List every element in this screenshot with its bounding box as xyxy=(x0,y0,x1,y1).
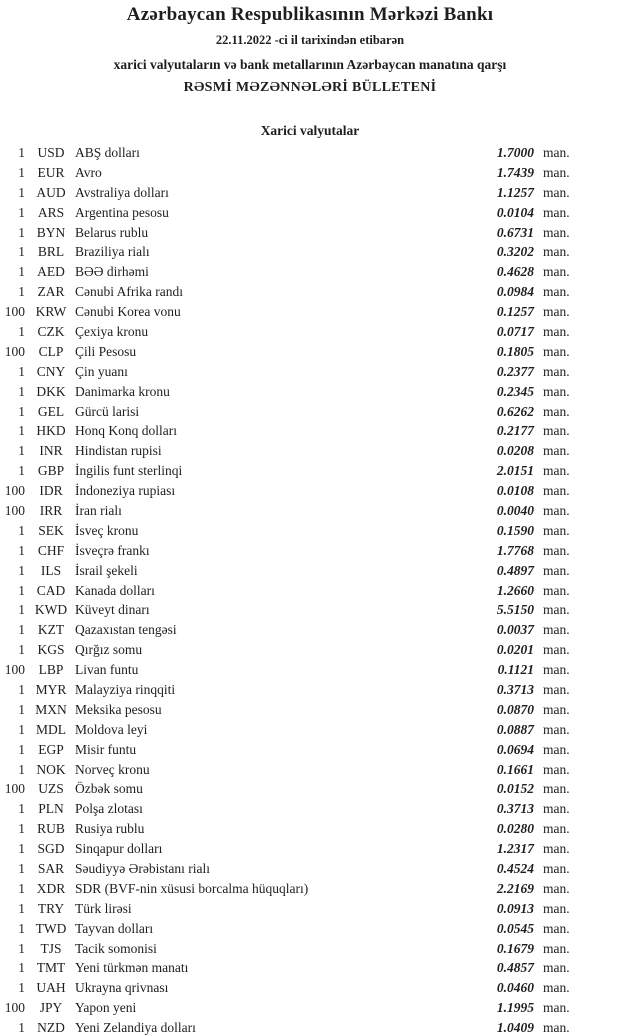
unit-label-cell: man. xyxy=(543,920,570,936)
unit-label-cell: man. xyxy=(543,363,570,379)
quantity-cell: 1 xyxy=(18,363,25,379)
currency-code-cell: SEK xyxy=(38,522,64,538)
unit-label-cell: man. xyxy=(543,801,570,817)
subtitle-line: xarici valyutaların və bank metallarının Azərbaycan manatına qarşı xyxy=(113,57,507,72)
currency-name-cell: Hindistan rupisi xyxy=(75,443,162,459)
currency-name-cell: İran rialı xyxy=(75,502,122,518)
table-row xyxy=(0,700,620,720)
unit-label-cell: man. xyxy=(543,284,570,300)
currency-code-cell: TMT xyxy=(36,960,66,976)
quantity-cell: 1 xyxy=(18,821,25,837)
currency-code-cell: KZT xyxy=(37,622,65,638)
rate-value-cell: 0.2377 xyxy=(496,363,534,379)
currency-code-cell: ZAR xyxy=(37,284,65,300)
quantity-cell: 100 xyxy=(4,1000,25,1016)
rate-value-cell: 0.1679 xyxy=(496,940,534,956)
unit-label-cell: man. xyxy=(543,403,570,419)
table-row xyxy=(0,640,620,660)
unit-label-cell: man. xyxy=(543,343,570,359)
currency-code-cell: ARS xyxy=(37,204,65,220)
rate-value-cell: 0.2345 xyxy=(496,383,534,399)
rate-value-cell: 1.7000 xyxy=(496,144,534,160)
rate-value-cell: 1.0409 xyxy=(496,1020,534,1036)
quantity-cell: 1 xyxy=(18,920,25,936)
currency-code-cell: MYR xyxy=(35,681,67,697)
currency-name-cell: Tacik somonisi xyxy=(75,940,157,956)
currency-name-cell: Polşa zlotası xyxy=(75,801,143,817)
unit-label-cell: man. xyxy=(543,681,570,697)
rate-value-cell: 1.1257 xyxy=(496,184,534,200)
table-row xyxy=(0,501,620,521)
rate-value-cell: 0.2177 xyxy=(496,423,534,439)
table-row xyxy=(0,919,620,939)
quantity-cell: 1 xyxy=(18,522,25,538)
rate-value-cell: 0.4857 xyxy=(496,960,534,976)
currency-name-cell: Sinqapur dolları xyxy=(75,841,163,857)
table-row xyxy=(0,600,620,620)
currency-code-cell: EUR xyxy=(37,164,65,180)
quantity-cell: 1 xyxy=(18,622,25,638)
rate-value-cell: 0.4897 xyxy=(496,562,534,578)
currency-code-cell: XDR xyxy=(36,880,66,896)
currency-code-cell: CAD xyxy=(36,582,66,598)
quantity-cell: 1 xyxy=(18,940,25,956)
table-row xyxy=(0,959,620,979)
currency-code-cell: IDR xyxy=(39,483,63,499)
currency-code-cell: KRW xyxy=(35,304,67,320)
table-row xyxy=(0,1018,620,1036)
unit-label-cell: man. xyxy=(543,622,570,638)
table-row xyxy=(0,780,620,800)
currency-code-cell: PLN xyxy=(38,801,64,817)
currency-code-cell: RUB xyxy=(37,821,65,837)
currency-code-cell: AED xyxy=(37,264,65,280)
currency-code-cell: TJS xyxy=(40,940,62,956)
quantity-cell: 1 xyxy=(18,284,25,300)
currency-code-cell: ILS xyxy=(40,562,62,578)
rate-value-cell: 2.0151 xyxy=(496,463,534,479)
currency-name-cell: Küveyt dinarı xyxy=(75,602,150,618)
quantity-cell: 1 xyxy=(18,602,25,618)
table-row xyxy=(0,899,620,919)
table-row xyxy=(0,620,620,640)
table-row xyxy=(0,441,620,461)
quantity-cell: 1 xyxy=(18,224,25,240)
unit-label-cell: man. xyxy=(543,861,570,876)
currency-name-cell: Moldova leyi xyxy=(75,721,148,737)
quantity-cell: 1 xyxy=(18,960,25,976)
table-row xyxy=(0,362,620,382)
table-row xyxy=(0,760,620,780)
quantity-cell: 1 xyxy=(18,244,25,260)
rate-value-cell: 0.1590 xyxy=(496,522,534,538)
currency-code-cell: CNY xyxy=(36,363,66,379)
table-row xyxy=(0,322,620,342)
unit-label-cell: man. xyxy=(543,522,570,538)
currency-name-cell: Özbək somu xyxy=(75,781,143,797)
unit-label-cell: man. xyxy=(543,483,570,499)
table-row xyxy=(0,978,620,998)
currency-code-cell: GBP xyxy=(37,463,65,479)
exchange-rates-table xyxy=(0,143,620,1036)
currency-name-cell: Avro xyxy=(75,164,102,180)
currency-code-cell: UZS xyxy=(38,781,64,797)
currency-name-cell: Çili Pesosu xyxy=(75,343,137,359)
currency-code-cell: BYN xyxy=(36,224,66,240)
rate-value-cell: 1.2660 xyxy=(496,582,534,598)
currency-name-cell: Belarus rublu xyxy=(75,224,149,240)
currency-code-cell: NOK xyxy=(36,761,66,777)
currency-name-cell: Çexiya kronu xyxy=(75,323,149,339)
currency-code-cell: SAR xyxy=(37,861,65,876)
currency-name-cell: Livan funtu xyxy=(75,662,139,678)
effective-date-line: 22.11.2022 -ci il tarixindən etibarən xyxy=(215,33,405,47)
bulletin-title: RƏSMİ MƏZƏNNƏLƏRİ BÜLLETENİ xyxy=(183,80,437,95)
unit-label-cell: man. xyxy=(543,463,570,479)
rate-value-cell: 0.1257 xyxy=(496,304,534,320)
rate-value-cell: 0.0208 xyxy=(496,443,534,459)
unit-label-cell: man. xyxy=(543,542,570,558)
currency-code-cell: MDL xyxy=(36,721,66,737)
table-row xyxy=(0,879,620,899)
quantity-cell: 1 xyxy=(18,264,25,280)
quantity-cell: 1 xyxy=(18,642,25,658)
quantity-cell: 1 xyxy=(18,880,25,896)
rate-value-cell: 0.0460 xyxy=(496,980,534,996)
currency-name-cell: İngilis funt sterlinqi xyxy=(75,463,183,479)
currency-code-cell: MXN xyxy=(35,701,67,717)
table-row xyxy=(0,163,620,183)
currency-code-cell: NZD xyxy=(37,1020,65,1036)
rate-value-cell: 1.7768 xyxy=(496,542,534,558)
unit-label-cell: man. xyxy=(543,821,570,837)
currency-name-cell: Rusiya rublu xyxy=(75,821,145,837)
currency-name-cell: Misir funtu xyxy=(75,741,137,757)
rate-value-cell: 2.2169 xyxy=(496,880,534,896)
quantity-cell: 1 xyxy=(18,542,25,558)
rate-value-cell: 0.1805 xyxy=(496,343,534,359)
currency-name-cell: Meksika pesosu xyxy=(75,701,162,717)
rate-value-cell: 0.0913 xyxy=(496,900,534,916)
currency-name-cell: Ukrayna qrivnası xyxy=(75,980,169,996)
table-row xyxy=(0,521,620,541)
table-row xyxy=(0,939,620,959)
unit-label-cell: man. xyxy=(543,721,570,737)
currency-code-cell: INR xyxy=(39,443,63,459)
quantity-cell: 1 xyxy=(18,900,25,916)
table-row xyxy=(0,382,620,402)
quantity-cell: 1 xyxy=(18,144,25,160)
rate-value-cell: 0.1661 xyxy=(496,761,534,777)
quantity-cell: 100 xyxy=(4,502,25,518)
rate-value-cell: 0.0870 xyxy=(496,701,534,717)
currency-code-cell: KGS xyxy=(37,642,65,658)
quantity-cell: 100 xyxy=(4,781,25,797)
table-row xyxy=(0,461,620,481)
table-row xyxy=(0,282,620,302)
table-row xyxy=(0,203,620,223)
table-row xyxy=(0,859,620,879)
table-row xyxy=(0,541,620,561)
rate-value-cell: 0.0108 xyxy=(496,483,534,499)
currency-name-cell: Malayziya rinqqiti xyxy=(75,681,176,697)
rate-value-cell: 0.3713 xyxy=(496,681,534,697)
table-row xyxy=(0,481,620,501)
quantity-cell: 1 xyxy=(18,681,25,697)
currency-name-cell: Honq Konq dolları xyxy=(75,423,177,439)
unit-label-cell: man. xyxy=(543,642,570,658)
currency-code-cell: LBP xyxy=(38,662,64,678)
table-row xyxy=(0,421,620,441)
currency-code-cell: AUD xyxy=(36,184,66,200)
unit-label-cell: man. xyxy=(543,383,570,399)
table-row xyxy=(0,839,620,859)
rate-value-cell: 0.6262 xyxy=(496,403,534,419)
currency-name-cell: İsrail şekeli xyxy=(75,562,138,578)
rate-value-cell: 0.0984 xyxy=(496,284,534,300)
table-row xyxy=(0,242,620,262)
unit-label-cell: man. xyxy=(543,502,570,518)
currency-code-cell: CLP xyxy=(38,343,64,359)
unit-label-cell: man. xyxy=(543,304,570,320)
quantity-cell: 1 xyxy=(18,701,25,717)
currency-name-cell: İsveç kronu xyxy=(75,522,139,538)
unit-label-cell: man. xyxy=(543,900,570,916)
currency-name-cell: BƏƏ dirhəmi xyxy=(75,264,149,280)
currency-name-cell: SDR (BVF-nin xüsusi borcalma hüquqları) xyxy=(75,880,309,896)
quantity-cell: 1 xyxy=(18,383,25,399)
rate-value-cell: 0.0152 xyxy=(496,781,534,797)
currency-code-cell: DKK xyxy=(36,383,66,399)
rate-value-cell: 0.0717 xyxy=(496,323,534,339)
unit-label-cell: man. xyxy=(543,960,570,976)
unit-label-cell: man. xyxy=(543,443,570,459)
unit-label-cell: man. xyxy=(543,204,570,220)
currency-code-cell: JPY xyxy=(39,1000,63,1016)
rate-value-cell: 1.1995 xyxy=(496,1000,534,1016)
currency-name-cell: Yeni Zelandiya dolları xyxy=(75,1020,196,1036)
table-row xyxy=(0,342,620,362)
section-title-foreign-currencies: Xarici valyutalar xyxy=(260,123,360,138)
currency-code-cell: HKD xyxy=(36,423,66,439)
quantity-cell: 1 xyxy=(18,463,25,479)
unit-label-cell: man. xyxy=(543,1020,570,1036)
currency-code-cell: SGD xyxy=(37,841,65,857)
currency-name-cell: Qazaxıstan tengəsi xyxy=(75,622,177,638)
currency-name-cell: Cənubi Afrika randı xyxy=(75,284,183,300)
currency-code-cell: BRL xyxy=(37,244,65,260)
table-row xyxy=(0,998,620,1018)
quantity-cell: 1 xyxy=(18,721,25,737)
unit-label-cell: man. xyxy=(543,701,570,717)
currency-name-cell: Argentina pesosu xyxy=(75,204,169,220)
unit-label-cell: man. xyxy=(543,323,570,339)
currency-name-cell: Qırğız somu xyxy=(75,642,143,658)
unit-label-cell: man. xyxy=(543,602,570,618)
unit-label-cell: man. xyxy=(543,841,570,857)
rate-value-cell: 0.0545 xyxy=(496,920,534,936)
currency-name-cell: Tayvan dolları xyxy=(75,920,154,936)
quantity-cell: 1 xyxy=(18,761,25,777)
table-row xyxy=(0,302,620,322)
table-row xyxy=(0,561,620,581)
currency-code-cell: TWD xyxy=(35,920,67,936)
quantity-cell: 100 xyxy=(4,662,25,678)
currency-code-cell: EGP xyxy=(38,741,64,757)
unit-label-cell: man. xyxy=(543,184,570,200)
unit-label-cell: man. xyxy=(543,244,570,260)
table-row xyxy=(0,402,620,422)
rate-value-cell: 0.0694 xyxy=(496,741,534,757)
table-row xyxy=(0,720,620,740)
currency-name-cell: Gürcü larisi xyxy=(75,403,140,419)
unit-label-cell: man. xyxy=(543,423,570,439)
unit-label-cell: man. xyxy=(543,582,570,598)
quantity-cell: 1 xyxy=(18,184,25,200)
unit-label-cell: man. xyxy=(543,940,570,956)
unit-label-cell: man. xyxy=(543,164,570,180)
rate-value-cell: 5.5150 xyxy=(496,602,534,618)
currency-name-cell: Cənubi Korea vonu xyxy=(75,304,181,320)
currency-name-cell: Türk lirəsi xyxy=(75,900,132,916)
table-row xyxy=(0,819,620,839)
table-row xyxy=(0,581,620,601)
currency-code-cell: KWD xyxy=(34,602,68,618)
table-row xyxy=(0,223,620,243)
quantity-cell: 1 xyxy=(18,861,25,876)
table-row xyxy=(0,799,620,819)
unit-label-cell: man. xyxy=(543,980,570,996)
rate-value-cell: 0.3202 xyxy=(496,244,534,260)
quantity-cell: 1 xyxy=(18,741,25,757)
rate-value-cell: 0.0104 xyxy=(496,204,534,220)
quantity-cell: 1 xyxy=(18,204,25,220)
currency-name-cell: Norveç kronu xyxy=(75,761,150,777)
unit-label-cell: man. xyxy=(543,562,570,578)
currency-name-cell: Yeni türkmən manatı xyxy=(75,960,189,976)
quantity-cell: 1 xyxy=(18,562,25,578)
currency-name-cell: Yapon yeni xyxy=(75,1000,137,1016)
quantity-cell: 100 xyxy=(4,483,25,499)
currency-name-cell: Braziliya rialı xyxy=(75,244,150,260)
currency-name-cell: ABŞ dolları xyxy=(75,144,140,160)
unit-label-cell: man. xyxy=(543,224,570,240)
unit-label-cell: man. xyxy=(543,880,570,896)
page-title: Azərbaycan Respublikasının Mərkəzi Bankı xyxy=(126,4,494,25)
rate-value-cell: 0.0037 xyxy=(496,622,534,638)
quantity-cell: 100 xyxy=(4,343,25,359)
currency-name-cell: Avstraliya dolları xyxy=(75,184,169,200)
table-row xyxy=(0,740,620,760)
currency-name-cell: İndoneziya rupiası xyxy=(75,483,176,499)
table-row xyxy=(0,143,620,163)
quantity-cell: 100 xyxy=(4,304,25,320)
currency-name-cell: Danimarka kronu xyxy=(75,383,170,399)
table-row xyxy=(0,183,620,203)
currency-code-cell: GEL xyxy=(37,403,65,419)
currency-code-cell: CHF xyxy=(37,542,65,558)
quantity-cell: 1 xyxy=(18,164,25,180)
currency-name-cell: Səudiyyə Ərəbistanı rialı xyxy=(75,861,210,876)
table-row xyxy=(0,262,620,282)
unit-label-cell: man. xyxy=(543,1000,570,1016)
unit-label-cell: man. xyxy=(543,741,570,757)
unit-label-cell: man. xyxy=(543,662,570,678)
rate-value-cell: 0.0887 xyxy=(496,721,534,737)
currency-code-cell: TRY xyxy=(37,900,65,916)
rate-value-cell: 0.4524 xyxy=(496,861,534,876)
rate-value-cell: 0.4628 xyxy=(496,264,534,280)
currency-code-cell: IRR xyxy=(39,502,63,518)
quantity-cell: 1 xyxy=(18,801,25,817)
rate-value-cell: 0.6731 xyxy=(496,224,534,240)
currency-code-cell: UAH xyxy=(36,980,66,996)
table-row xyxy=(0,660,620,680)
quantity-cell: 1 xyxy=(18,323,25,339)
rate-value-cell: 0.3713 xyxy=(496,801,534,817)
quantity-cell: 1 xyxy=(18,443,25,459)
quantity-cell: 1 xyxy=(18,423,25,439)
currency-name-cell: İsveçrə frankı xyxy=(75,542,150,558)
rate-value-cell: 0.0201 xyxy=(496,642,534,658)
unit-label-cell: man. xyxy=(543,781,570,797)
rate-value-cell: 1.7439 xyxy=(496,164,534,180)
quantity-cell: 1 xyxy=(18,980,25,996)
currency-name-cell: Çin yuanı xyxy=(75,363,128,379)
unit-label-cell: man. xyxy=(543,761,570,777)
rate-value-cell: 0.0040 xyxy=(496,502,534,518)
rate-value-cell: 0.0280 xyxy=(496,821,534,837)
rate-value-cell: 1.2317 xyxy=(496,841,534,857)
currency-code-cell: USD xyxy=(37,144,65,160)
currency-name-cell: Kanada dolları xyxy=(75,582,155,598)
quantity-cell: 1 xyxy=(18,1020,25,1036)
quantity-cell: 1 xyxy=(18,841,25,857)
currency-code-cell: CZK xyxy=(37,323,65,339)
quantity-cell: 1 xyxy=(18,582,25,598)
unit-label-cell: man. xyxy=(543,144,570,160)
unit-label-cell: man. xyxy=(543,264,570,280)
quantity-cell: 1 xyxy=(18,403,25,419)
table-row xyxy=(0,680,620,700)
rate-value-cell: 0.1121 xyxy=(497,662,534,678)
